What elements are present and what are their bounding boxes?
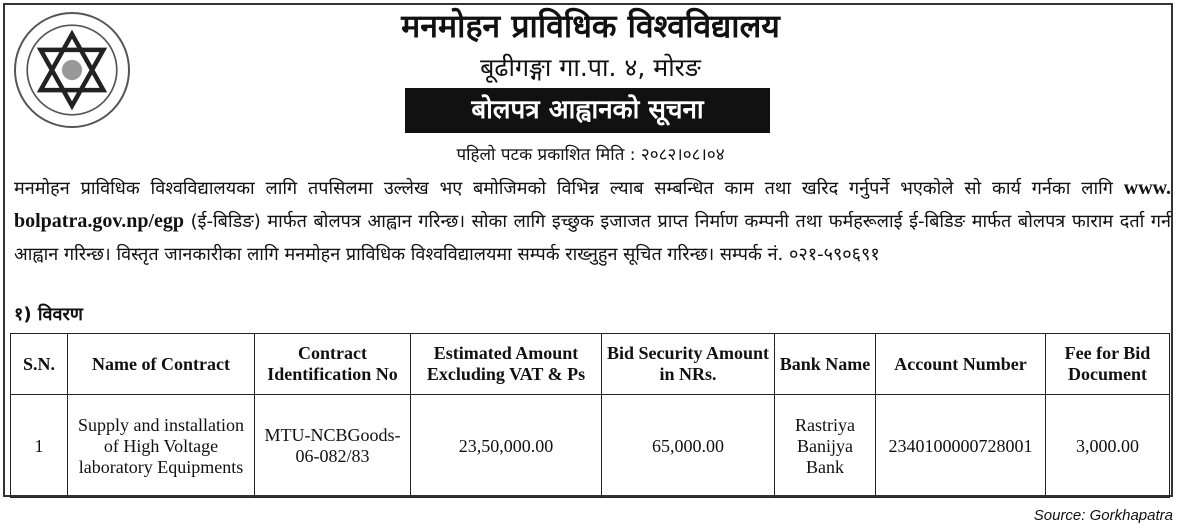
publish-date: पहिलो पटक प्रकाशित मिति : २०८२।०८।०४	[456, 145, 725, 165]
address: बूढीगङ्गा गा.पा. ४, मोरङ	[480, 53, 701, 82]
cell-estimate: 23,50,000.00	[411, 395, 602, 498]
col-id: Contract Identification No	[255, 334, 411, 395]
cell-bank: Rastriya Banijya Bank	[775, 395, 876, 498]
col-name: Name of Contract	[68, 334, 255, 395]
university-name: मनमोहन प्राविधिक विश्वविद्यालय	[401, 7, 780, 45]
contract-table	[10, 333, 1170, 498]
table-header-row	[11, 334, 1170, 395]
col-fee: Fee for Bid Document	[1046, 334, 1170, 395]
source-credit: Source: Gorkhapatra	[1033, 507, 1173, 524]
section-heading: १) विवरण	[14, 304, 83, 325]
body-text: मनमोहन प्राविधिक विश्वविद्यालयका लागि तपसिलमा उल्लेख भए बमोजिमको विभिन्न ल्याब सम्बन्धित काम तथा खरिद गर्नुपर्ने भएकोले सो कार्य गर्नका लागि	[14, 178, 1124, 199]
cell-id: MTU-NCBGoods-06-082/83	[255, 395, 411, 498]
col-bid-security: Bid Security Amount in NRs.	[602, 334, 775, 395]
bolpatra-link[interactable]: www. bolpatra.gov.np/egp	[14, 177, 1171, 232]
col-sn: S.N.	[11, 334, 68, 395]
notice-body	[14, 172, 1171, 271]
cell-sn: 1	[11, 395, 68, 498]
notice-title: बोलपत्र आह्वानको सूचना	[405, 88, 770, 133]
col-account: Account Number	[876, 334, 1046, 395]
body-text-cont: (ई-बिडिङ) मार्फत बोलपत्र आह्वान गरिन्छ। सोका लागि इच्छुक इजाजत प्राप्त निर्माण कम्पनी तथा फर्महरूलाई ई-बिडिङ मार्फत बोलपत्र फाराम दर्ता गर्न आह्वान गरिन्छ। विस्तृत जानकारीका लागि मनमोहन प्राविधिक विश्वविद्यालयमा सम्पर्क राख्नुहुन सूचित गरिन्छ। सम्पर्क नं. ०२१-५९०६९१	[14, 211, 1171, 265]
cell-account: 2340100000728001	[876, 395, 1046, 498]
cell-bid-security: 65,000.00	[602, 395, 775, 498]
cell-name: Supply and installation of High Voltage laboratory Equipments	[68, 395, 255, 498]
col-bank: Bank Name	[775, 334, 876, 395]
table-row	[11, 395, 1170, 498]
cell-fee: 3,000.00	[1046, 395, 1170, 498]
col-estimate: Estimated Amount Excluding VAT & Ps	[411, 334, 602, 395]
